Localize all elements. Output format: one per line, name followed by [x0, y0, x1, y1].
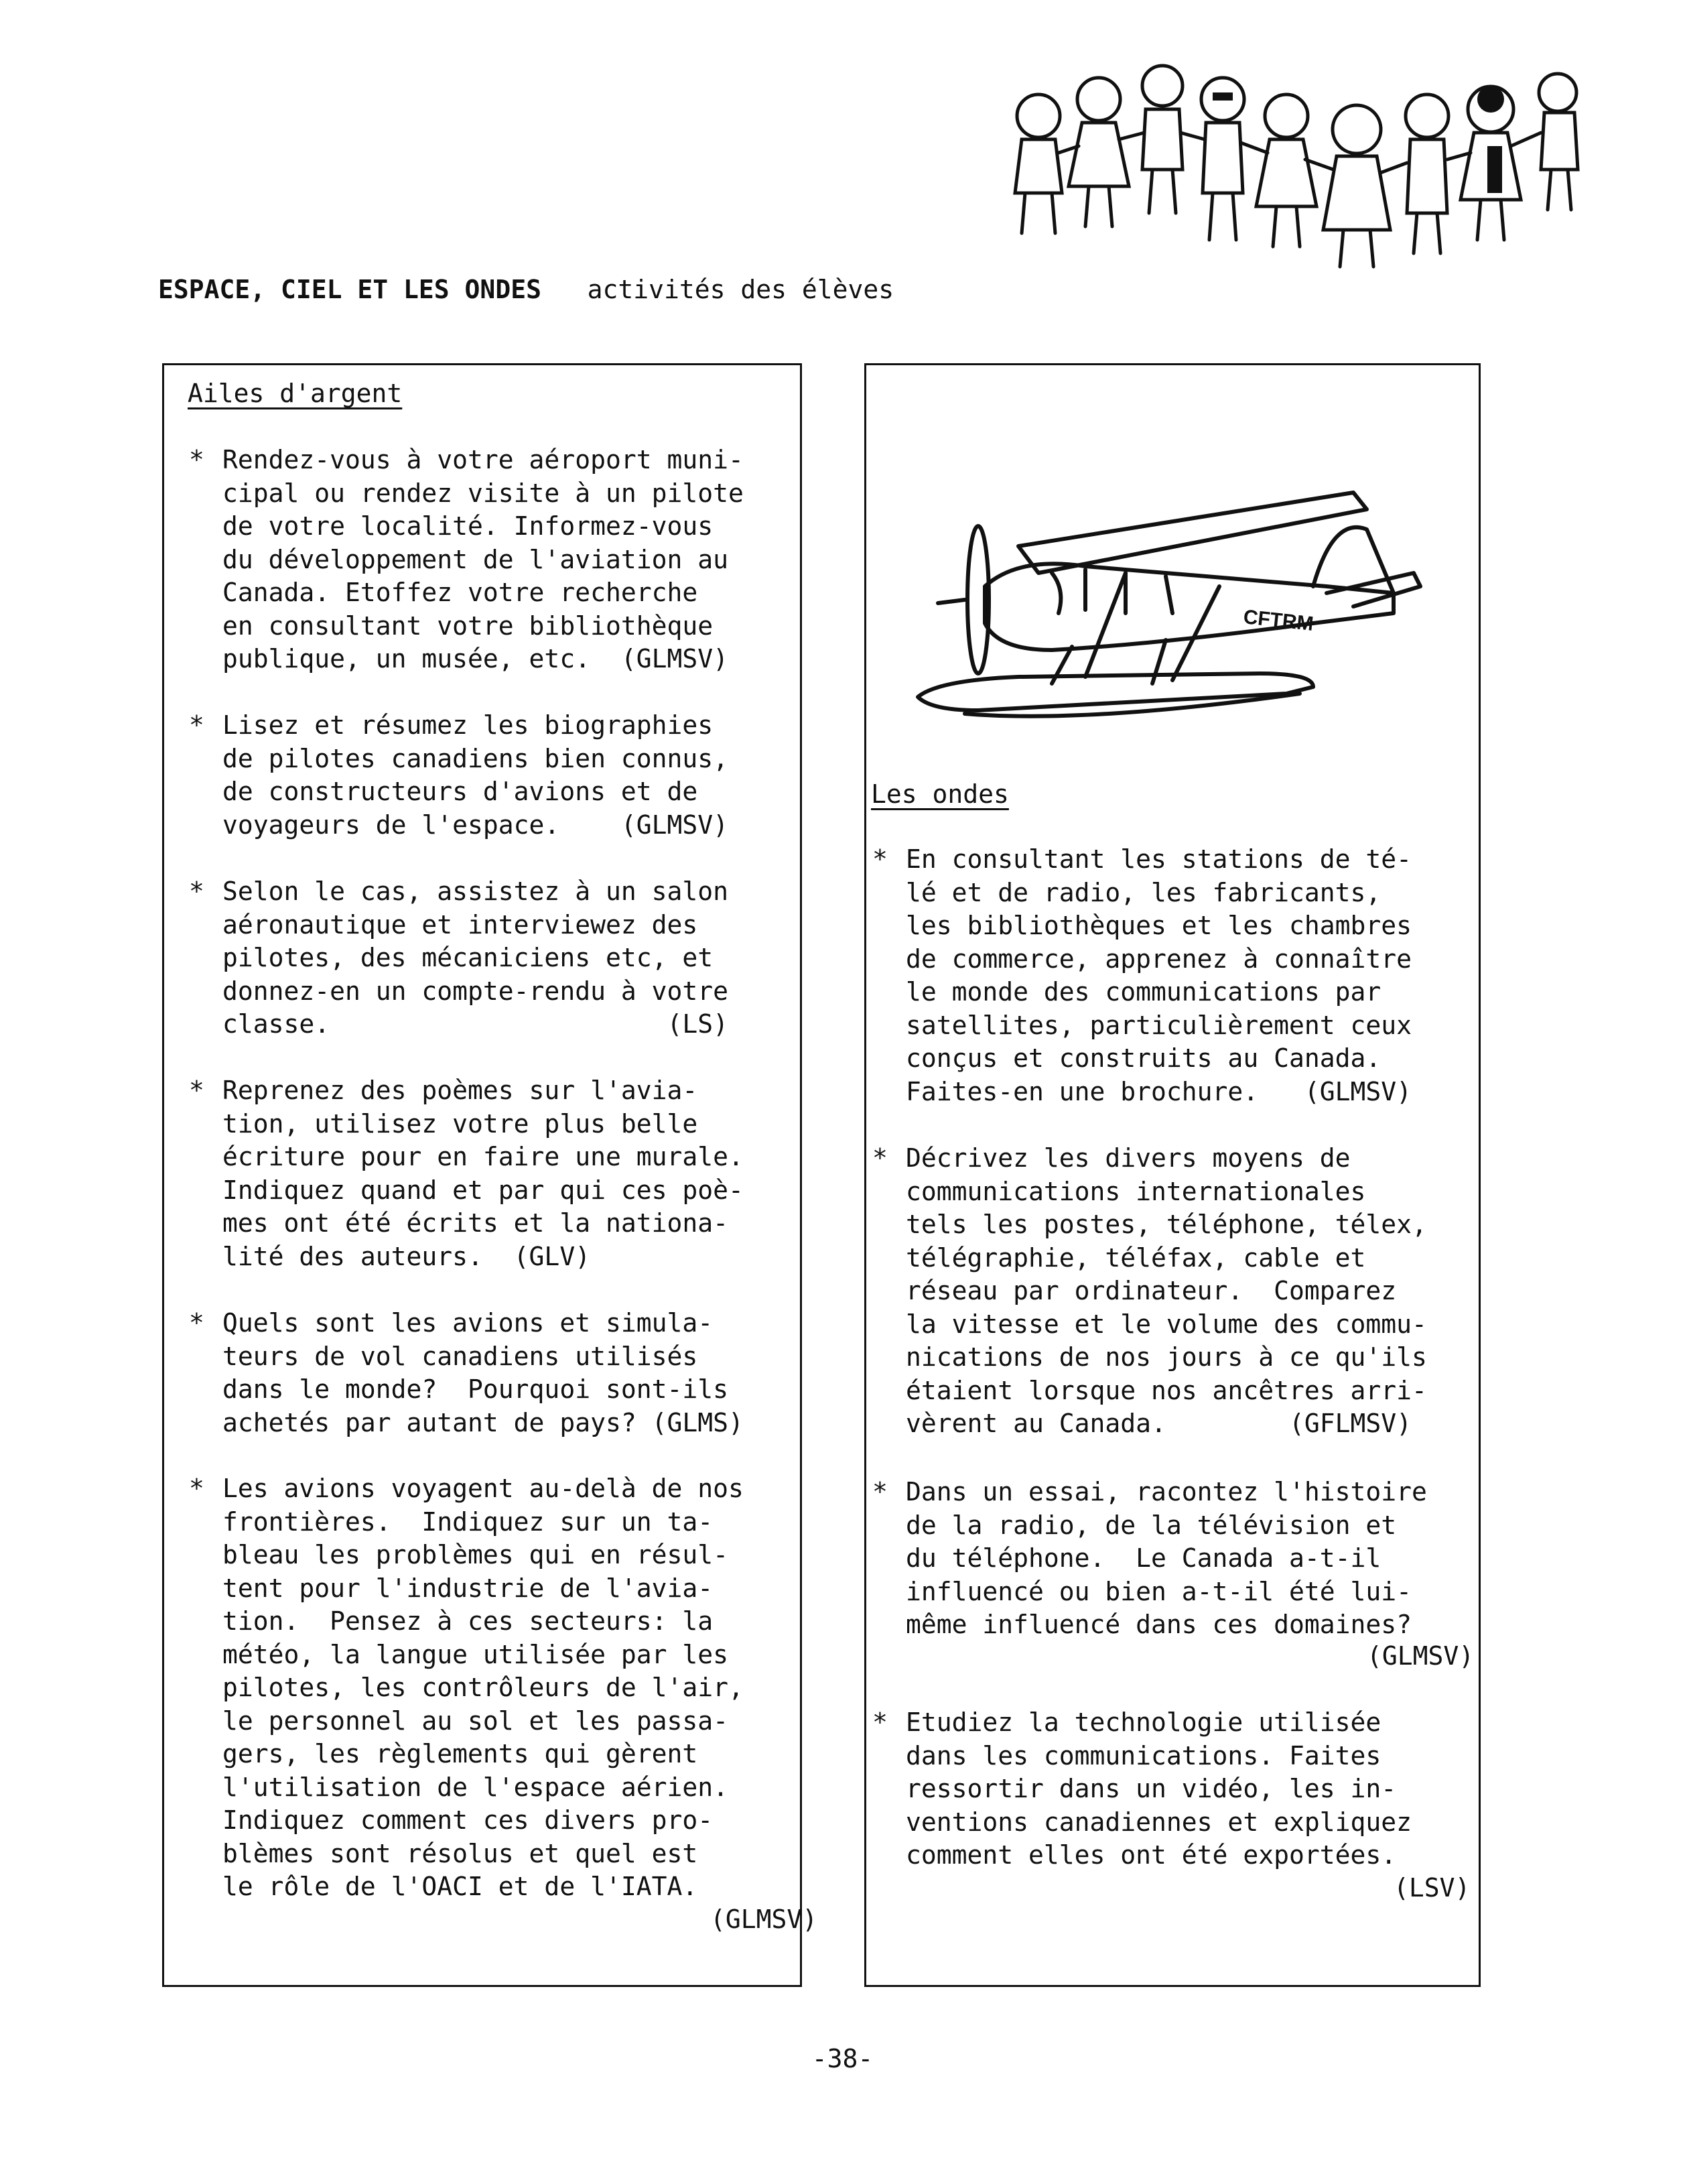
- plane-registration-text: CFTRM: [1242, 606, 1315, 635]
- bullet-star-icon: *: [872, 1708, 888, 1737]
- activity-item: [189, 875, 792, 1039]
- children-holding-hands-illustration: [992, 52, 1615, 273]
- activity-item: [189, 1307, 792, 1437]
- bullet-star-icon: *: [872, 1143, 888, 1173]
- activity-text: Etudiez la technologie utilisée dans les communications. Faites ressortir dans un vidéo, les in- ventions canadiennes et expliquez comment elles ont été exportées.: [906, 1708, 1412, 1870]
- activity-item: [872, 1706, 1475, 1870]
- bullet-star-icon: *: [189, 1308, 204, 1338]
- box-title-ailes-dargent: Ailes d'argent: [188, 379, 403, 408]
- activity-text: Décrivez les divers moyens de communications internationales tels les postes, téléphone, télex, télégraphie, téléfax, cable et réseau par ordinateur. Comparez la vitesse et le volume des commu- nications de nos jours à ce qu'ils étaient lorsque nos ancêtres arri- vèrent au Canada. (GFLMSV): [906, 1143, 1427, 1438]
- activity-item: [872, 843, 1475, 1106]
- page-number: -38-: [811, 2044, 874, 2073]
- activity-item: [189, 1472, 792, 1901]
- activity-code: (GLMSV): [1367, 1641, 1475, 1671]
- section-subtitle: activités des élèves: [587, 275, 894, 304]
- activity-code: (GLMSV): [710, 1905, 818, 1934]
- section-title: ESPACE, CIEL ET LES ONDES: [158, 275, 541, 304]
- bullet-star-icon: *: [189, 445, 204, 474]
- activity-text: Les avions voyagent au-delà de nos frontières. Indiquez sur un ta- bleau les problèmes qui en résul- tent pour l'industrie de l'avia- tion. Pensez à ces secteurs: la météo, la langue utilisée par les pilotes, les contrôleurs de l'air, le personnel au sol et les passa- gers, les règlements qui gèrent l'utilisation de l'espace aérien. Indiquez comment ces divers pro- blèmes sont résolus et quel est le rôle de l'OACI et de l'IATA.: [222, 1474, 744, 1901]
- box-title-les-ondes: Les ondes: [871, 779, 1009, 809]
- activity-text: Dans un essai, racontez l'histoire de la radio, de la télévision et du téléphone. Le Canada a-t-il influencé ou bien a-t-il été lui- même influencé dans ces domaines?: [906, 1477, 1427, 1639]
- activity-text: Quels sont les avions et simula- teurs de vol canadiens utilisés dans le monde? Pourquoi sont-ils achetés par autant de pays? (GLMS): [222, 1308, 744, 1437]
- activity-item: [872, 1476, 1475, 1639]
- activity-text: Lisez et résumez les biographies de pilotes canadiens bien connus, de constructeurs d'avions et de voyageurs de l'espace. (GLMSV): [222, 710, 728, 840]
- activity-item: [189, 1074, 792, 1271]
- bullet-star-icon: *: [872, 1477, 888, 1506]
- bullet-star-icon: *: [189, 1474, 204, 1503]
- page-header: [158, 275, 894, 304]
- activity-text: Rendez-vous à votre aéroport muni- cipal ou rendez visite à un pilote de votre localité. Informez-vous du développement de l'aviation au Canada. Etoffez votre recherche en consultant votre bibliothèque publique, un musée, etc. (GLMSV): [222, 445, 744, 673]
- activity-code: (LSV): [1394, 1873, 1471, 1903]
- bullet-star-icon: *: [189, 877, 204, 906]
- activity-text: Reprenez des poèmes sur l'avia- tion, utilisez votre plus belle écriture pour en faire une murale. Indiquez quand et par qui ces poè- mes ont été écrits et la nationa- lité des auteurs. (GLV): [222, 1076, 744, 1271]
- activity-item: [189, 709, 792, 840]
- bullet-star-icon: *: [872, 844, 888, 874]
- bullet-star-icon: *: [189, 1076, 204, 1105]
- activity-text: En consultant les stations de té- lé et de radio, les fabricants, les bibliothèques et les chambres de commerce, apprenez à connaître le monde des communications par satellites, particulièrement ceux conçus et construits au Canada. Faites-en une brochure. (GLMSV): [906, 844, 1412, 1106]
- activity-item: [189, 444, 792, 673]
- activity-text: Selon le cas, assistez à un salon aéronautique et interviewez des pilotes, des mécaniciens etc, et donnez-en un compte-rendu à votre classe. (LS): [222, 877, 728, 1039]
- activity-item: [872, 1142, 1475, 1438]
- bullet-star-icon: *: [189, 710, 204, 740]
- seaplane-illustration: [884, 429, 1474, 751]
